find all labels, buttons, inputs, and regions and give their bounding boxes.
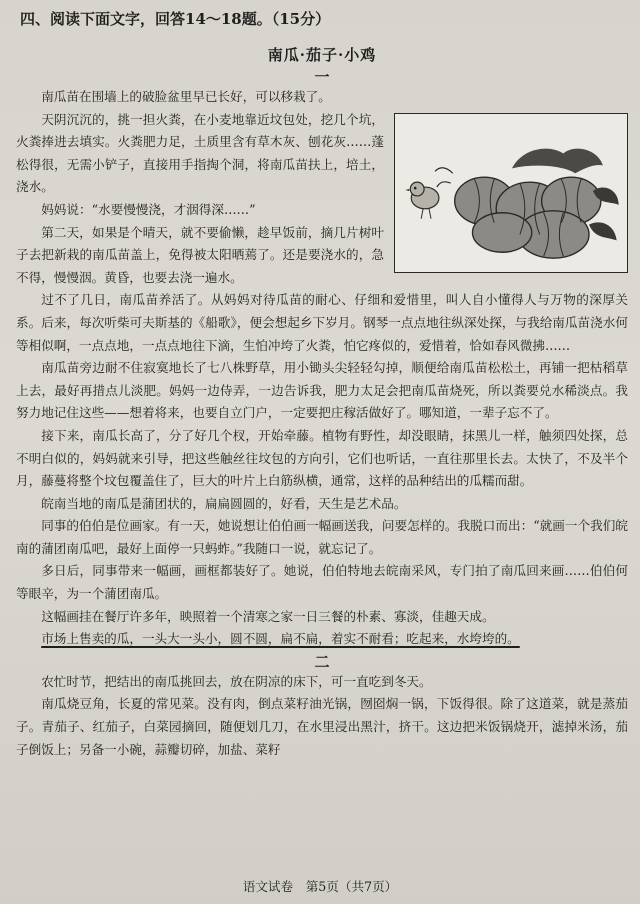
pumpkin-chick-drawing xyxy=(395,114,627,272)
paragraph: 南瓜烧豆角，长夏的常见菜。没有肉，倒点菜籽油光锅，囫囵焖一锅，下饭得很。除了这道菜，就是蒸茄子。青茄子、红茄子，白菜园摘回，随便划几刀，在水里浸出黑汁，挤干。这边把米饭锅烧开，滤掉米汤，茄子倒饭上；另备一小碗，蒜瓣切碎，加盐、菜籽 xyxy=(16,696,628,757)
paragraph: 农忙时节，把结出的南瓜挑回去，放在阴凉的床下，可一直吃到冬天。 xyxy=(41,673,432,689)
part-one-number: 一 xyxy=(314,68,330,86)
section-header: 四、阅读下面文字，回答14～18题。（15分） xyxy=(20,10,331,28)
paragraph: 多日后，同事带来一幅画，画框都装好了。她说，伯伯特地去皖南采风，专门拍了南瓜回来画……伯伯何等眼辛，为一个蒲团南瓜。 xyxy=(16,563,628,602)
paragraph: 过不了几日，南瓜苗养活了。从妈妈对待瓜苗的耐心、仔细和爱惜里，叫人自小懂得人与万物的深厚关系。后来，每次听柴可夫斯基的《船歌》，便会想起乡下岁月。钢琴一点点地往纵深处探，与我给南瓜苗浇水何等相似啊，一点点地，一点点地往下滴，生怕冲垮了火粪，怕它疼似的，爱惜着，恰如春风微拂…… xyxy=(16,292,628,353)
page-footer: 语文试卷 第5页（共7页） xyxy=(242,879,398,894)
paragraph: 南瓜苗在围墙上的破脸盆里早已长好，可以移栽了。 xyxy=(41,89,331,104)
pumpkin-chick-illustration xyxy=(394,113,628,273)
underlined-text: 市场上售卖的瓜，一头大一头小，圆不圆，扁不扁，着实不耐看；吃起来，水垮垮的。 xyxy=(41,631,520,647)
paragraph: 这幅画挂在餐厅许多年，映照着一个清寒之家一日三餐的朴素、寡淡，佳趣天成。 xyxy=(41,608,495,624)
paragraph: 皖南当地的南瓜是蒲团状的，扁扁圆圆的，好看，天生是艺术品。 xyxy=(41,495,407,511)
paragraph: 同事的伯伯是位画家。有一天，她说想让伯伯画一幅画送我，问要怎样的。我脱口而出：“就画一个我们皖南的蒲团南瓜吧，最好上面停一只蚂蚱。”我随口一说，就忘记了。 xyxy=(16,518,628,556)
part-two-number: 二 xyxy=(314,652,330,671)
paragraph: 妈妈说：“水要慢慢浇，才洇得深……” xyxy=(41,201,256,217)
paragraph: 第二天，如果是个晴天，就不要偷懒，趁早饭前，摘几片树叶子去把新栽的南瓜苗盖上，免得被太阳晒蔫了。还是要浇水的，急不得，慢慢洇。黄昏，也要去浇一遍水。 xyxy=(16,224,384,285)
underlined-sentence xyxy=(16,628,628,651)
paragraph: 南瓜苗旁边耐不住寂寞地长了七八株野草，用小锄头尖轻轻勾掉，顺便给南瓜苗松松土，再铺一把枯稻草上去，最好再措点儿淡肥。妈妈一边侍弄，一边告诉我，肥力太足会把南瓜苗烧死，所以粪要兑水稀淡点。我努力地记住这些——想着将来，也要自立门户，一定要把庄稼活做好了。哪知道，一辈子忘不了。 xyxy=(16,360,628,421)
paragraph: 接下来，南瓜长高了，分了好几个杈，开始牵藤。植物有野性，却没眼睛，抹黑儿一样，触须四处探，总不明白似的，妈妈就来引导，把这些触丝往坟包的方向引，它们也听话，一直往那里长去。太快了，不及半个月，藤蔓将整个坟包覆盖住了，巨大的叶片上白筋纵横，通常，这样的品种结出的瓜糯而甜。 xyxy=(16,427,628,489)
paragraph: 天阴沉沉的，挑一担火粪，在小麦地靠近坟包处，挖几个坑，火粪捧进去填实。火粪肥力足，土质里含有草木灰、刨花灰……蓬松得很，无需小铲子，直接用手指掏个洞，将南瓜苗扶上，培土，浇水。 xyxy=(16,111,384,195)
article-title: 南瓜·茄子·小鸡 xyxy=(267,46,377,64)
